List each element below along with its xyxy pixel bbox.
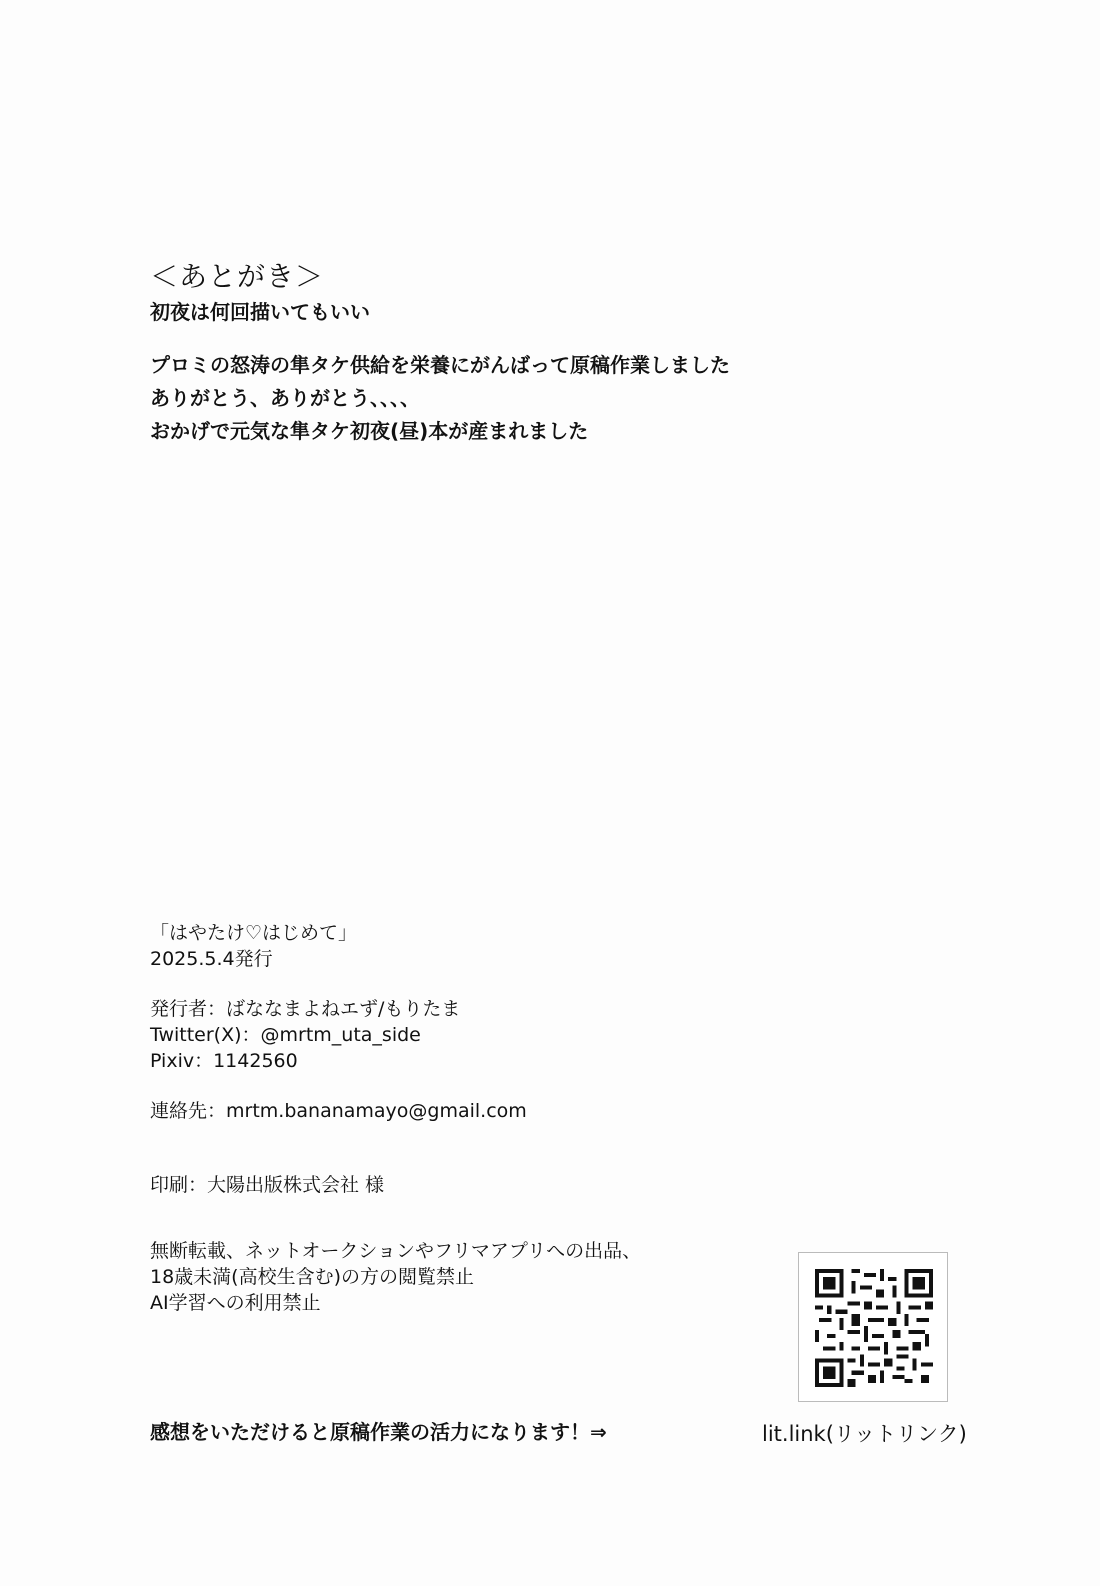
afterword-section xyxy=(150,258,730,448)
colophon-section xyxy=(150,920,641,1336)
qr-code[interactable] xyxy=(798,1252,948,1402)
notice-line-1: 無断転載、ネットオークションやフリマアプリへの出品、 xyxy=(150,1240,642,1262)
afterword-line-4: おかげで元気な隼タケ初夜(昼)本が産まれました xyxy=(150,419,589,443)
feedback-message: 感想をいただけると原稿作業の活力になります！⇒ xyxy=(150,1420,607,1444)
afterword-line-1: 初夜は何回描いてもいい xyxy=(150,300,370,324)
publish-date: 2025.5.4発行 xyxy=(150,948,273,970)
litlink-label[interactable]: lit.link(リットリンク) xyxy=(762,1422,967,1446)
twitter-handle: Twitter(X)：@mrtm_uta_side xyxy=(150,1024,421,1046)
qr-code-icon xyxy=(815,1269,933,1387)
book-title: 「はやたけ♡はじめて」 xyxy=(150,922,358,944)
pixiv-id: Pixiv：1142560 xyxy=(150,1050,298,1072)
printer: 印刷：大陽出版株式会社 様 xyxy=(150,1174,385,1196)
publisher: 発行者：ばななまよねエず/もりたま xyxy=(150,998,461,1020)
afterword-line-2: プロミの怒涛の隼タケ供給を栄養にがんばって原稿作業しました xyxy=(150,353,730,377)
afterword-title: ＜あとがき＞ xyxy=(150,260,325,293)
notice-line-3: AI学習への利用禁止 xyxy=(150,1292,321,1314)
afterword-line-3: ありがとう、ありがとう、、、、 xyxy=(150,386,420,410)
notice-line-2: 18歳未満(高校生含む)の方の閲覧禁止 xyxy=(150,1266,475,1288)
contact-email: 連絡先：mrtm.bananamayo@gmail.com xyxy=(150,1100,527,1122)
